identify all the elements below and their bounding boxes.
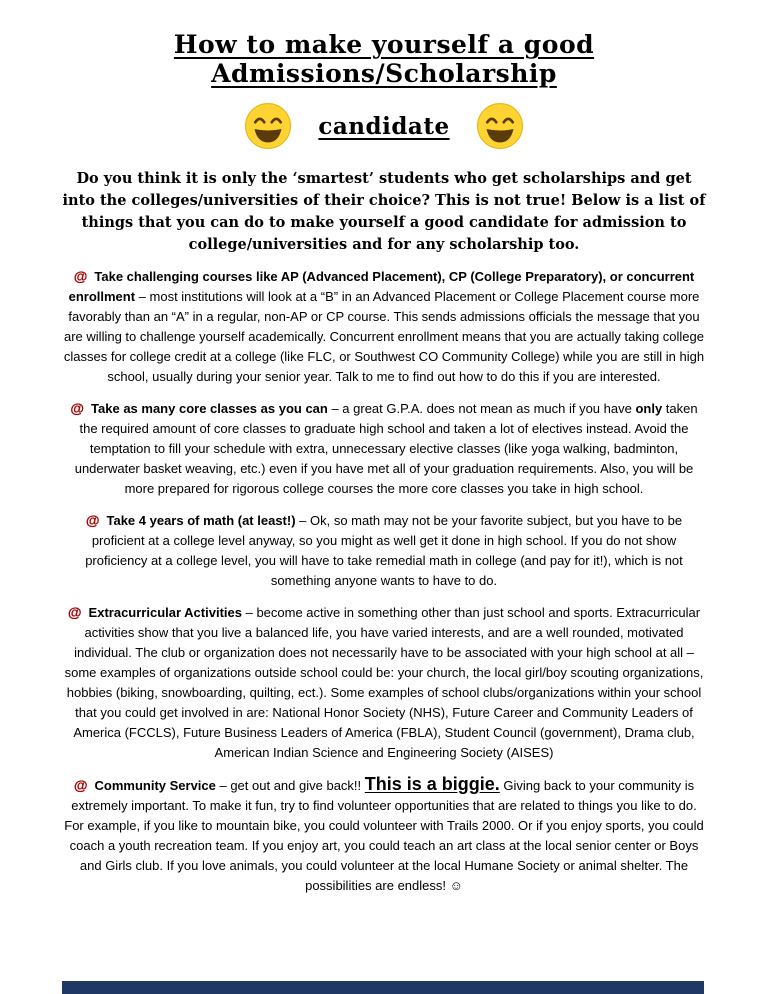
bullet-icon: @: [85, 512, 100, 528]
title-line2-text: candidate: [318, 112, 450, 140]
bullet-icon: @: [67, 604, 82, 620]
intro-paragraph: Do you think it is only the ‘smartest’ students who get scholarships and get into the colleges/universities of their choice? This is not true! Below is a list of things that you can do to make yourself a good candidate for admission to college/universities and for any scholarship too.: [62, 170, 706, 253]
bullet-icon: @: [73, 777, 88, 793]
bullet-icon: @: [73, 268, 88, 284]
bullet-text: Giving back to your community is extremely important. To make it fun, try to find volunteer opportunities that are related to things you like to do. For example, if you like to mountain bike, you could volunteer with Trails 2000. Or if you enjoy sports, you could coach a youth recreation team. If you enjoy art, you could teach an art class at the local senior center or Boys and Girls club. If you love animals, you could volunteer at the local Humane Society or animal shelter. The possibilities are endless! ☺: [64, 778, 704, 893]
smiley-emoji-left: [244, 102, 292, 150]
bullet-lead: Take challenging courses like AP (Advanced Placement), CP (College Preparatory), or concurrent enrollment: [68, 269, 695, 304]
bullet-item-core-classes: [60, 398, 708, 499]
bullet-text: – get out and give back!!: [215, 778, 365, 793]
biggie-emphasis: This is a biggie.: [364, 774, 500, 794]
bullet-item-extracurricular: [60, 602, 708, 763]
bullet-lead: Community Service: [94, 778, 216, 793]
bullet-text: – become active in something other than just school and sports. Extracurricular activities show that you live a balanced life, you have varied interests, and are a well rounded, motivated individual. The club or organization does not necessarily have to be associated with your high school at all – some examples of organizations outside school could be: your church, the local girl/boy scouting organizations, hobbies (biking, snowboarding, quilting, ect.). Some examples of school clubs/organizations within your school that you could get involved in are: National Honor Society (NHS), Future Career and Community Leaders of America (FCCLS), Future Business Leaders of America (FBLA), Student Council (government), Drama club, American Indian Science and Engineering Society (AISES): [64, 605, 704, 760]
smiley-emoji-right: [476, 102, 524, 150]
bullet-icon: @: [70, 400, 85, 416]
bullet-text: taken the required amount of core classes to graduate high school and taken a lot of electives instead. Avoid the temptation to fill your schedule with extra, unnecessary elective classes (like yoga walking, badminton, underwater basket weaving, etc.) even if you have met all of your graduation requirements. Also, you will be more prepared for rigorous college courses the more core classes you take in high school.: [74, 401, 698, 496]
bullet-text: – most institutions will look at a “B” in an Advanced Placement or College Placement course more favorably than an “A” in a regular, non-AP or CP course. This sends admissions officials the message that you are willing to challenge yourself academically. Concurrent enrollment means that you are actually taking college classes for college credit at a college (like FLC, or Southwest CO Community College) while you are still in high school, usually during your senior year. Talk to me to find out how to do this if you are interested.: [63, 289, 705, 384]
title-line2-row: [60, 100, 708, 152]
title-line1-text: How to make yourself a good Admissions/Scholarship: [173, 30, 595, 88]
bullet-item-challenging-courses: [60, 266, 708, 387]
bullet-item-math: [60, 510, 708, 591]
bullet-item-community-service: [60, 774, 708, 896]
bullet-lead: Take 4 years of math (at least!): [106, 513, 296, 528]
bullet-text: – a great G.P.A. does not mean as much if you have: [327, 401, 636, 416]
bullet-emphasis: only: [635, 401, 663, 416]
title-line1: [60, 30, 708, 88]
document-title: [60, 30, 708, 152]
bullet-lead: Take as many core classes as you can: [91, 401, 328, 416]
footer-bar: [62, 981, 704, 994]
bullet-text: – Ok, so math may not be your favorite subject, but you have to be proficient at a college level anyway, so you might as well get it done in high school. If you do not show proficiency at a college level, you will have to take remedial math in college (and pay for it!), which is not something anyone wants to have to do.: [85, 513, 683, 588]
bullet-lead: Extracurricular Activities: [88, 605, 242, 620]
